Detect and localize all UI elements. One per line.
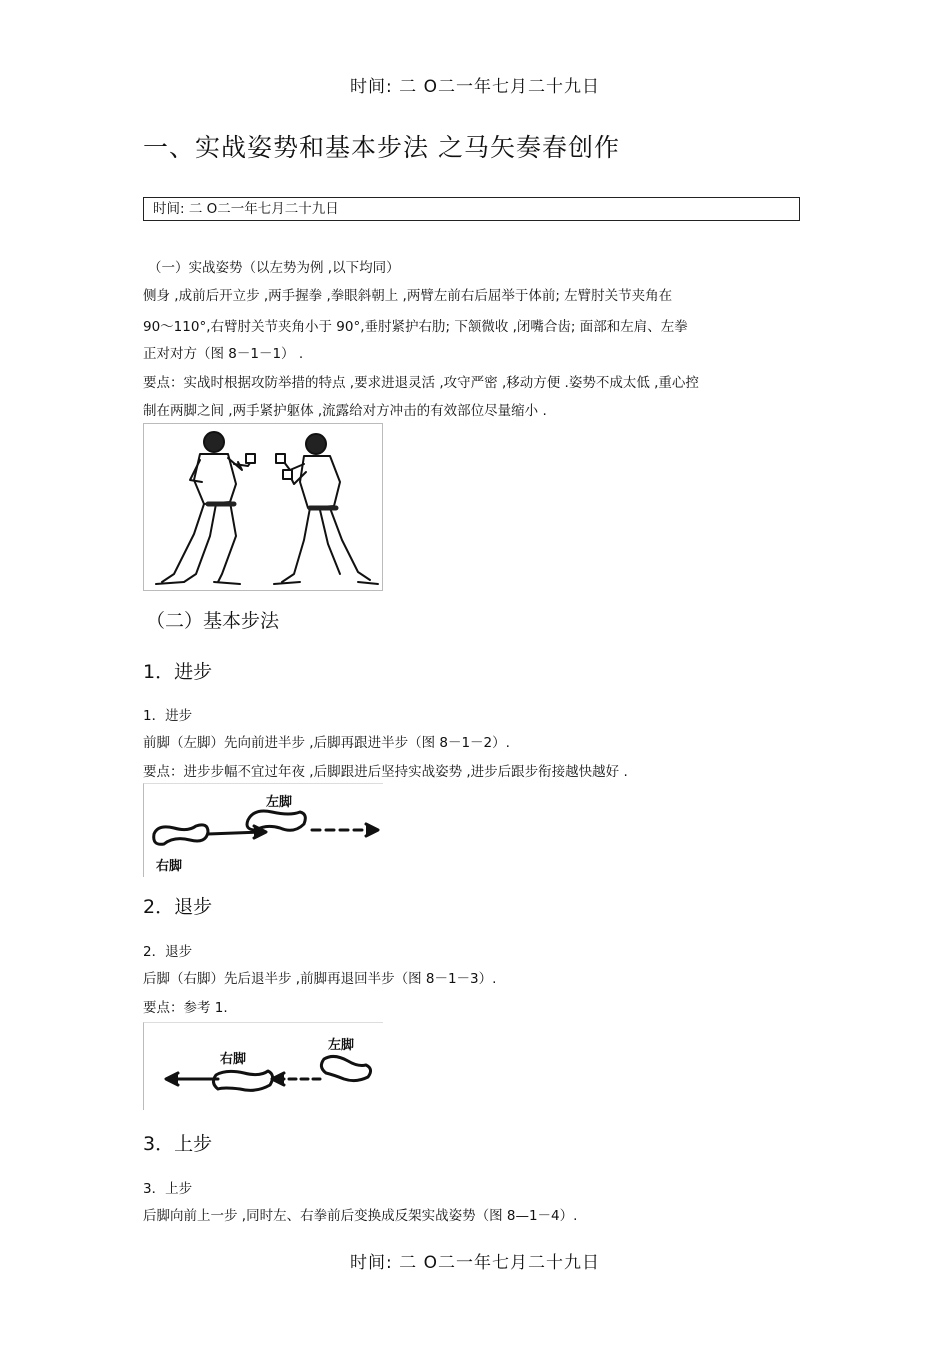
paragraph-line: 后脚向前上一步 ,同时左、右拳前后变换成反架实战姿势（图 8—1－4）.	[143, 1208, 578, 1224]
advance-step-figure	[143, 783, 383, 877]
paragraph-line: 前脚（左脚）先向前进半步 ,后脚再跟进半步（图 8－1－2）.	[143, 735, 510, 751]
key-points-line: 要点：参考 1.	[143, 1000, 228, 1016]
step-heading-forward: 3．上步	[143, 1133, 213, 1155]
key-points-line: 要点：进步步幅不宜过年夜 ,后脚跟进后坚持实战姿势 ,进步后跟步衔接越快越好 .	[143, 764, 628, 780]
right-foot-label: 右脚	[220, 1052, 247, 1067]
step-subheading: 2．退步	[143, 944, 193, 960]
step-heading-advance: 1．进步	[143, 661, 213, 683]
left-foot-shape	[321, 1056, 370, 1080]
step-subheading: 1．进步	[143, 708, 193, 724]
step-subheading: 3．上步	[143, 1181, 193, 1197]
key-points-line: 要点：实战时根据攻防举措的特点 ,要求进退灵活 ,攻守严密 ,移动方便 .姿势不成太低 ,重心控	[143, 375, 699, 391]
key-points-line: 制在两脚之间 ,两手紧护躯体 ,流露给对方冲击的有效部位尽量缩小 .	[143, 403, 547, 419]
paragraph-line: 侧身 ,成前后开立步 ,两手握拳 ,拳眼斜朝上 ,两臂左前右后屈举于体前; 左臂肘关节夹角在	[143, 288, 673, 304]
right-foot-label: 右脚	[156, 859, 183, 874]
date-box: 时间: 二 O二一年七月二十九日	[143, 197, 800, 221]
paragraph-line: 正对对方（图 8－1－1） .	[143, 346, 304, 362]
section-heading-stance: （一）实战姿势（以左势为例 ,以下均同）	[148, 260, 400, 276]
left-foot-label: 左脚	[266, 795, 293, 810]
step-heading-retreat: 2．退步	[143, 896, 213, 918]
fighters-figure	[143, 423, 383, 591]
right-foot-shape	[154, 825, 208, 844]
right-foot-shape	[213, 1071, 272, 1090]
retreat-step-figure	[143, 1022, 383, 1110]
page-footer-date: 时间: 二 O二一年七月二十九日	[350, 1253, 600, 1273]
section-heading-footwork: （二）基本步法	[146, 610, 280, 632]
two-fighters-stance-illustration	[144, 424, 382, 590]
page-title: 一、实战姿势和基本步法 之马矢奏春创作	[143, 133, 620, 162]
page-header-date: 时间: 二 O二一年七月二十九日	[350, 77, 600, 97]
paragraph-line: 后脚（右脚）先后退半步 ,前脚再退回半步（图 8－1－3）.	[143, 971, 497, 987]
arrow-line	[208, 832, 262, 834]
paragraph-line: 90～110°,右臂肘关节夹角小于 90°,垂肘紧护右肋; 下颔微收 ,闭嘴合齿; 面部和左肩、左拳	[143, 319, 688, 335]
left-foot-label: 左脚	[328, 1038, 355, 1053]
